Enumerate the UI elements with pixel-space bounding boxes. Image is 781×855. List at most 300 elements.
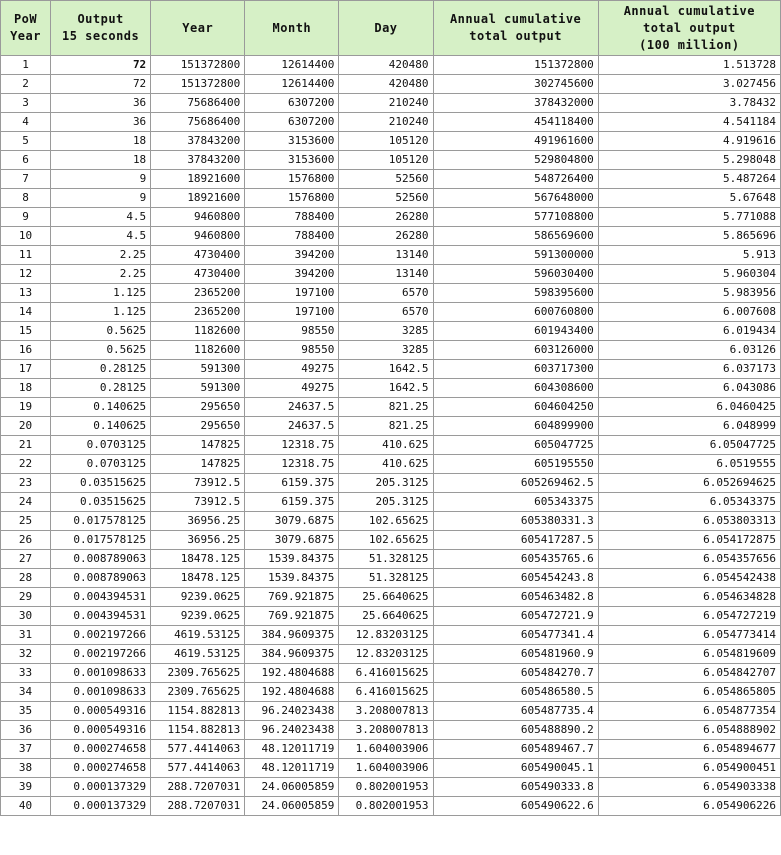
output-cell: 9: [51, 170, 151, 189]
pow-year-cell: 6: [1, 151, 51, 170]
day-cell: 6.416015625: [339, 664, 433, 683]
header-day: Day: [339, 1, 433, 56]
month-cell: 788400: [245, 208, 339, 227]
output-cell: 0.000549316: [51, 702, 151, 721]
cumulative-cell: 605490333.8: [433, 778, 598, 797]
table-row: [1, 797, 781, 816]
table-row: [1, 455, 781, 474]
cumulative-100m-cell: 5.298048: [598, 151, 780, 170]
month-cell: 192.4804688: [245, 664, 339, 683]
cumulative-cell: 604899900: [433, 417, 598, 436]
year-cell: 75686400: [151, 94, 245, 113]
pow-year-cell: 32: [1, 645, 51, 664]
month-cell: 24.06005859: [245, 797, 339, 816]
table-row: [1, 436, 781, 455]
day-cell: 26280: [339, 227, 433, 246]
cumulative-100m-cell: 5.67648: [598, 189, 780, 208]
day-cell: 25.6640625: [339, 607, 433, 626]
table-row: [1, 626, 781, 645]
output-cell: 1.125: [51, 303, 151, 322]
output-cell: 36: [51, 94, 151, 113]
cumulative-100m-cell: 5.771088: [598, 208, 780, 227]
month-cell: 49275: [245, 379, 339, 398]
cumulative-cell: 605486580.5: [433, 683, 598, 702]
month-cell: 96.24023438: [245, 702, 339, 721]
cumulative-cell: 598395600: [433, 284, 598, 303]
cumulative-100m-cell: 5.960304: [598, 265, 780, 284]
cumulative-100m-cell: 6.054865805: [598, 683, 780, 702]
table-row: [1, 702, 781, 721]
month-cell: 12318.75: [245, 455, 339, 474]
output-cell: 0.0703125: [51, 436, 151, 455]
cumulative-100m-cell: 6.054894677: [598, 740, 780, 759]
year-cell: 577.4414063: [151, 759, 245, 778]
cumulative-100m-cell: 6.0460425: [598, 398, 780, 417]
table-row: [1, 303, 781, 322]
pow-year-cell: 2: [1, 75, 51, 94]
month-cell: 788400: [245, 227, 339, 246]
table-row: [1, 474, 781, 493]
month-cell: 6159.375: [245, 493, 339, 512]
output-cell: 0.008789063: [51, 550, 151, 569]
year-cell: 9460800: [151, 208, 245, 227]
month-cell: 1576800: [245, 189, 339, 208]
day-cell: 410.625: [339, 436, 433, 455]
year-cell: 2365200: [151, 284, 245, 303]
day-cell: 210240: [339, 113, 433, 132]
cumulative-cell: 603717300: [433, 360, 598, 379]
day-cell: 13140: [339, 265, 433, 284]
cumulative-100m-cell: 6.048999: [598, 417, 780, 436]
output-cell: 4.5: [51, 227, 151, 246]
day-cell: 6570: [339, 303, 433, 322]
pow-year-cell: 39: [1, 778, 51, 797]
table-row: [1, 360, 781, 379]
day-cell: 210240: [339, 94, 433, 113]
table-row: [1, 569, 781, 588]
pow-year-cell: 35: [1, 702, 51, 721]
month-cell: 3153600: [245, 132, 339, 151]
output-cell: 0.017578125: [51, 531, 151, 550]
cumulative-cell: 586569600: [433, 227, 598, 246]
pow-year-cell: 1: [1, 56, 51, 75]
pow-year-cell: 5: [1, 132, 51, 151]
cumulative-100m-cell: 5.865696: [598, 227, 780, 246]
pow-year-cell: 12: [1, 265, 51, 284]
header-annual-cumulative: Annual cumulative total output: [433, 1, 598, 56]
month-cell: 3079.6875: [245, 531, 339, 550]
pow-year-cell: 30: [1, 607, 51, 626]
day-cell: 420480: [339, 75, 433, 94]
year-cell: 18478.125: [151, 569, 245, 588]
cumulative-100m-cell: 6.054842707: [598, 664, 780, 683]
day-cell: 821.25: [339, 417, 433, 436]
month-cell: 1576800: [245, 170, 339, 189]
year-cell: 147825: [151, 436, 245, 455]
cumulative-cell: 605472721.9: [433, 607, 598, 626]
year-cell: 1154.882813: [151, 721, 245, 740]
table-row: [1, 94, 781, 113]
output-cell: 9: [51, 189, 151, 208]
month-cell: 769.921875: [245, 607, 339, 626]
pow-year-cell: 37: [1, 740, 51, 759]
cumulative-100m-cell: 6.054542438: [598, 569, 780, 588]
day-cell: 821.25: [339, 398, 433, 417]
year-cell: 577.4414063: [151, 740, 245, 759]
header-pow-year: PoW Year: [1, 1, 51, 56]
header-output-15-seconds: Output 15 seconds: [51, 1, 151, 56]
header-row: [1, 1, 781, 56]
cumulative-cell: 605490045.1: [433, 759, 598, 778]
cumulative-100m-cell: 6.043086: [598, 379, 780, 398]
output-cell: 0.5625: [51, 322, 151, 341]
table-row: [1, 151, 781, 170]
cumulative-cell: 529804800: [433, 151, 598, 170]
day-cell: 51.328125: [339, 550, 433, 569]
day-cell: 3.208007813: [339, 702, 433, 721]
pow-year-cell: 9: [1, 208, 51, 227]
pow-year-cell: 26: [1, 531, 51, 550]
year-cell: 147825: [151, 455, 245, 474]
output-cell: 18: [51, 151, 151, 170]
cumulative-100m-cell: 3.78432: [598, 94, 780, 113]
cumulative-cell: 605481960.9: [433, 645, 598, 664]
table-row: [1, 132, 781, 151]
cumulative-100m-cell: 6.053803313: [598, 512, 780, 531]
pow-year-cell: 38: [1, 759, 51, 778]
year-cell: 295650: [151, 417, 245, 436]
month-cell: 12318.75: [245, 436, 339, 455]
year-cell: 36956.25: [151, 531, 245, 550]
cumulative-100m-cell: 6.054727219: [598, 607, 780, 626]
cumulative-100m-cell: 6.054906226: [598, 797, 780, 816]
output-cell: 0.03515625: [51, 493, 151, 512]
cumulative-cell: 302745600: [433, 75, 598, 94]
day-cell: 1642.5: [339, 379, 433, 398]
year-cell: 2365200: [151, 303, 245, 322]
output-cell: 72: [51, 75, 151, 94]
day-cell: 6.416015625: [339, 683, 433, 702]
year-cell: 9239.0625: [151, 588, 245, 607]
table-row: [1, 493, 781, 512]
pow-year-cell: 11: [1, 246, 51, 265]
output-cell: 0.140625: [51, 398, 151, 417]
table-row: [1, 322, 781, 341]
cumulative-cell: 605477341.4: [433, 626, 598, 645]
output-cell: 0.28125: [51, 379, 151, 398]
table-row: [1, 550, 781, 569]
day-cell: 410.625: [339, 455, 433, 474]
cumulative-cell: 603126000: [433, 341, 598, 360]
table-row: [1, 189, 781, 208]
cumulative-cell: 605047725: [433, 436, 598, 455]
year-cell: 591300: [151, 360, 245, 379]
table-row: [1, 246, 781, 265]
month-cell: 394200: [245, 265, 339, 284]
month-cell: 6307200: [245, 113, 339, 132]
cumulative-100m-cell: 5.983956: [598, 284, 780, 303]
cumulative-100m-cell: 6.054888902: [598, 721, 780, 740]
pow-year-cell: 25: [1, 512, 51, 531]
day-cell: 420480: [339, 56, 433, 75]
day-cell: 205.3125: [339, 474, 433, 493]
table-row: [1, 284, 781, 303]
pow-year-cell: 3: [1, 94, 51, 113]
year-cell: 1182600: [151, 322, 245, 341]
cumulative-100m-cell: 6.054773414: [598, 626, 780, 645]
day-cell: 1.604003906: [339, 759, 433, 778]
table-row: [1, 227, 781, 246]
month-cell: 48.12011719: [245, 759, 339, 778]
year-cell: 9239.0625: [151, 607, 245, 626]
table-row: [1, 379, 781, 398]
day-cell: 52560: [339, 170, 433, 189]
day-cell: 12.83203125: [339, 626, 433, 645]
year-cell: 18921600: [151, 170, 245, 189]
pow-year-cell: 19: [1, 398, 51, 417]
day-cell: 25.6640625: [339, 588, 433, 607]
day-cell: 26280: [339, 208, 433, 227]
cumulative-cell: 605487735.4: [433, 702, 598, 721]
output-cell: 36: [51, 113, 151, 132]
day-cell: 3285: [339, 341, 433, 360]
month-cell: 384.9609375: [245, 626, 339, 645]
header-annual-cumulative-100m: Annual cumulative total output (100 million): [598, 1, 780, 56]
year-cell: 151372800: [151, 75, 245, 94]
table-row: [1, 417, 781, 436]
cumulative-100m-cell: 6.007608: [598, 303, 780, 322]
cumulative-cell: 605417287.5: [433, 531, 598, 550]
table-row: [1, 683, 781, 702]
day-cell: 105120: [339, 132, 433, 151]
cumulative-100m-cell: 6.054877354: [598, 702, 780, 721]
pow-year-cell: 36: [1, 721, 51, 740]
cumulative-100m-cell: 6.052694625: [598, 474, 780, 493]
table-row: [1, 607, 781, 626]
month-cell: 6159.375: [245, 474, 339, 493]
year-cell: 4619.53125: [151, 626, 245, 645]
pow-year-cell: 4: [1, 113, 51, 132]
cumulative-100m-cell: 5.913: [598, 246, 780, 265]
output-cell: 0.000549316: [51, 721, 151, 740]
year-cell: 288.7207031: [151, 778, 245, 797]
table-row: [1, 588, 781, 607]
output-cell: 0.017578125: [51, 512, 151, 531]
day-cell: 6570: [339, 284, 433, 303]
header-year: Year: [151, 1, 245, 56]
month-cell: 98550: [245, 341, 339, 360]
pow-year-cell: 17: [1, 360, 51, 379]
table-row: [1, 740, 781, 759]
cumulative-cell: 605463482.8: [433, 588, 598, 607]
cumulative-cell: 548726400: [433, 170, 598, 189]
cumulative-100m-cell: 6.054819609: [598, 645, 780, 664]
month-cell: 12614400: [245, 75, 339, 94]
month-cell: 96.24023438: [245, 721, 339, 740]
cumulative-cell: 605269462.5: [433, 474, 598, 493]
month-cell: 3153600: [245, 151, 339, 170]
month-cell: 49275: [245, 360, 339, 379]
table-row: [1, 759, 781, 778]
pow-year-cell: 7: [1, 170, 51, 189]
cumulative-100m-cell: 6.037173: [598, 360, 780, 379]
cumulative-cell: 378432000: [433, 94, 598, 113]
month-cell: 197100: [245, 284, 339, 303]
output-cell: 0.000137329: [51, 778, 151, 797]
year-cell: 1154.882813: [151, 702, 245, 721]
month-cell: 394200: [245, 246, 339, 265]
cumulative-cell: 604308600: [433, 379, 598, 398]
year-cell: 73912.5: [151, 474, 245, 493]
output-cell: 2.25: [51, 265, 151, 284]
cumulative-cell: 591300000: [433, 246, 598, 265]
pow-year-cell: 13: [1, 284, 51, 303]
day-cell: 102.65625: [339, 531, 433, 550]
cumulative-100m-cell: 1.513728: [598, 56, 780, 75]
output-cell: 0.0703125: [51, 455, 151, 474]
table-row: [1, 398, 781, 417]
day-cell: 0.802001953: [339, 778, 433, 797]
cumulative-100m-cell: 6.054357656: [598, 550, 780, 569]
cumulative-100m-cell: 6.054634828: [598, 588, 780, 607]
cumulative-cell: 577108800: [433, 208, 598, 227]
pow-year-cell: 28: [1, 569, 51, 588]
output-cell: 18: [51, 132, 151, 151]
output-cell: 0.000137329: [51, 797, 151, 816]
cumulative-cell: 605489467.7: [433, 740, 598, 759]
year-cell: 18921600: [151, 189, 245, 208]
table-row: [1, 512, 781, 531]
pow-year-cell: 22: [1, 455, 51, 474]
year-cell: 151372800: [151, 56, 245, 75]
table-row: [1, 75, 781, 94]
cumulative-cell: 491961600: [433, 132, 598, 151]
month-cell: 192.4804688: [245, 683, 339, 702]
year-cell: 75686400: [151, 113, 245, 132]
table-row: [1, 113, 781, 132]
day-cell: 102.65625: [339, 512, 433, 531]
output-cell: 0.004394531: [51, 607, 151, 626]
year-cell: 37843200: [151, 151, 245, 170]
cumulative-100m-cell: 4.919616: [598, 132, 780, 151]
cumulative-100m-cell: 6.054172875: [598, 531, 780, 550]
cumulative-cell: 605490622.6: [433, 797, 598, 816]
table-row: [1, 645, 781, 664]
year-cell: 2309.765625: [151, 683, 245, 702]
year-cell: 288.7207031: [151, 797, 245, 816]
cumulative-cell: 151372800: [433, 56, 598, 75]
output-cell: 0.002197266: [51, 626, 151, 645]
cumulative-cell: 605454243.8: [433, 569, 598, 588]
day-cell: 12.83203125: [339, 645, 433, 664]
pow-year-cell: 21: [1, 436, 51, 455]
cumulative-cell: 605343375: [433, 493, 598, 512]
month-cell: 384.9609375: [245, 645, 339, 664]
output-cell: 0.008789063: [51, 569, 151, 588]
cumulative-cell: 601943400: [433, 322, 598, 341]
cumulative-100m-cell: 6.019434: [598, 322, 780, 341]
pow-year-cell: 40: [1, 797, 51, 816]
cumulative-100m-cell: 6.05047725: [598, 436, 780, 455]
year-cell: 18478.125: [151, 550, 245, 569]
day-cell: 3285: [339, 322, 433, 341]
day-cell: 1642.5: [339, 360, 433, 379]
table-row: [1, 778, 781, 797]
day-cell: 3.208007813: [339, 721, 433, 740]
year-cell: 295650: [151, 398, 245, 417]
table-row: [1, 531, 781, 550]
output-cell: 0.5625: [51, 341, 151, 360]
output-cell: 0.28125: [51, 360, 151, 379]
month-cell: 6307200: [245, 94, 339, 113]
cumulative-100m-cell: 6.05343375: [598, 493, 780, 512]
table-row: [1, 208, 781, 227]
pow-year-cell: 16: [1, 341, 51, 360]
table-row: [1, 265, 781, 284]
pow-year-cell: 15: [1, 322, 51, 341]
cumulative-cell: 454118400: [433, 113, 598, 132]
day-cell: 52560: [339, 189, 433, 208]
cumulative-100m-cell: 3.027456: [598, 75, 780, 94]
month-cell: 24637.5: [245, 417, 339, 436]
pow-year-cell: 29: [1, 588, 51, 607]
pow-year-cell: 34: [1, 683, 51, 702]
day-cell: 1.604003906: [339, 740, 433, 759]
table-row: [1, 721, 781, 740]
output-cell: 0.000274658: [51, 759, 151, 778]
year-cell: 4619.53125: [151, 645, 245, 664]
table-row: [1, 664, 781, 683]
pow-year-cell: 10: [1, 227, 51, 246]
month-cell: 24.06005859: [245, 778, 339, 797]
pow-year-cell: 31: [1, 626, 51, 645]
month-cell: 12614400: [245, 56, 339, 75]
output-cell: 1.125: [51, 284, 151, 303]
cumulative-100m-cell: 6.03126: [598, 341, 780, 360]
cumulative-100m-cell: 6.0519555: [598, 455, 780, 474]
cumulative-cell: 605195550: [433, 455, 598, 474]
month-cell: 1539.84375: [245, 569, 339, 588]
table-row: [1, 56, 781, 75]
pow-year-cell: 8: [1, 189, 51, 208]
year-cell: 9460800: [151, 227, 245, 246]
cumulative-cell: 600760800: [433, 303, 598, 322]
year-cell: 4730400: [151, 265, 245, 284]
output-cell: 0.001098633: [51, 664, 151, 683]
day-cell: 13140: [339, 246, 433, 265]
table-row: [1, 170, 781, 189]
pow-year-cell: 33: [1, 664, 51, 683]
output-cell: 0.001098633: [51, 683, 151, 702]
output-cell: 4.5: [51, 208, 151, 227]
pow-year-cell: 14: [1, 303, 51, 322]
output-cell: 0.002197266: [51, 645, 151, 664]
pow-year-cell: 27: [1, 550, 51, 569]
cumulative-cell: 605488890.2: [433, 721, 598, 740]
cumulative-100m-cell: 6.054903338: [598, 778, 780, 797]
output-cell: 0.03515625: [51, 474, 151, 493]
year-cell: 4730400: [151, 246, 245, 265]
cumulative-cell: 605435765.6: [433, 550, 598, 569]
year-cell: 73912.5: [151, 493, 245, 512]
cumulative-cell: 567648000: [433, 189, 598, 208]
month-cell: 48.12011719: [245, 740, 339, 759]
cumulative-100m-cell: 6.054900451: [598, 759, 780, 778]
day-cell: 0.802001953: [339, 797, 433, 816]
month-cell: 769.921875: [245, 588, 339, 607]
pow-year-cell: 23: [1, 474, 51, 493]
month-cell: 98550: [245, 322, 339, 341]
